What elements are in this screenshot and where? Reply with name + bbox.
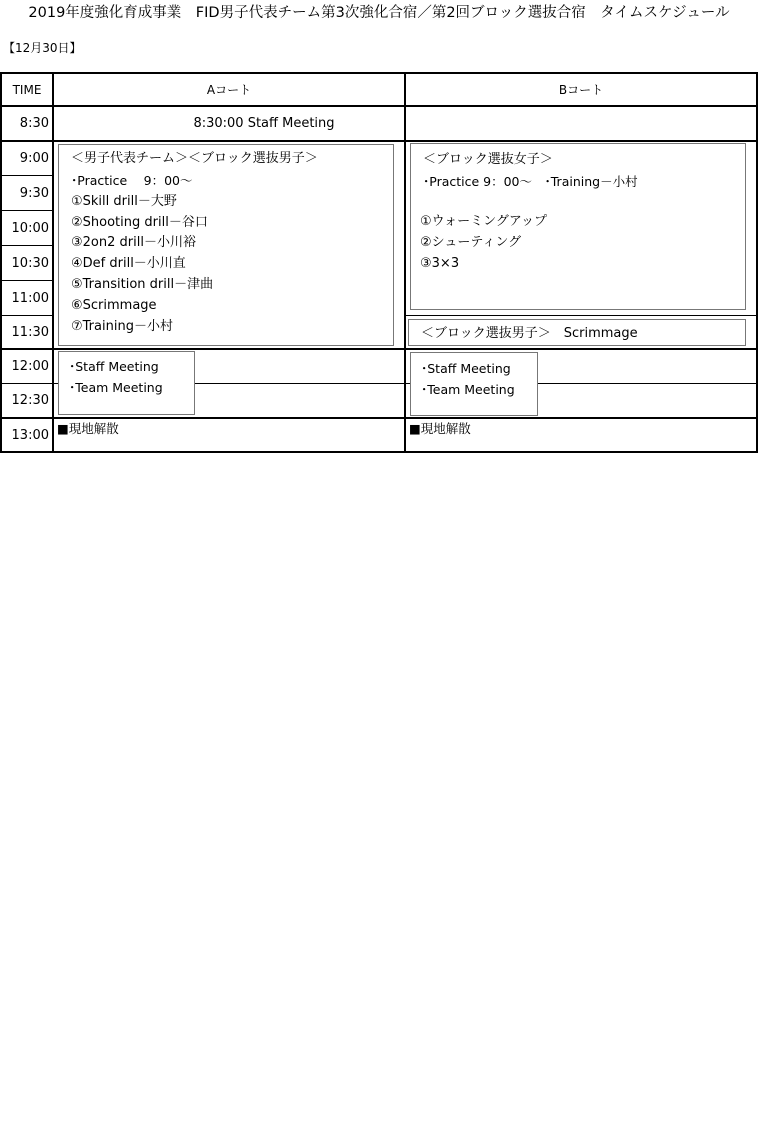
drill-item: ①ウォーミングアップ xyxy=(420,214,547,229)
row-divider xyxy=(0,348,758,350)
time-slot: 8:30 xyxy=(19,116,49,131)
court-a-dismissal: ■現地解散 xyxy=(57,421,119,436)
drill-item: ⑦Training－小村 xyxy=(71,319,173,334)
time-slot: 11:00 xyxy=(11,290,49,306)
drill-item: ⑤Transition drill－津曲 xyxy=(71,277,214,292)
court-b-practice-box xyxy=(410,143,746,310)
table-border-bottom xyxy=(0,451,758,453)
drill-item: ⑥Scrimmage xyxy=(71,298,157,313)
row-divider xyxy=(406,315,758,316)
court-b-header: Bコート xyxy=(558,83,604,97)
page-title: 2019年度強化育成事業 FID男子代表チーム第3次強化合宿／第2回ブロック選抜合宿 タイムスケジュール xyxy=(28,5,730,21)
court-a-meeting-box xyxy=(58,351,195,415)
time-slot: 9:00 xyxy=(19,151,49,166)
drill-item: ③3×3 xyxy=(420,256,460,271)
time-slot: 12:30 xyxy=(11,393,49,408)
court-a-header: Aコート xyxy=(206,83,252,97)
scrimmage-label: ＜ブロック選抜男子＞ Scrimmage xyxy=(421,326,638,341)
drill-item: ②Shooting drill－谷口 xyxy=(71,215,208,230)
time-slot: 9:30 xyxy=(19,185,49,201)
time-slot: 11:30 xyxy=(11,324,49,340)
practice-line: ･Practice 9：00～ xyxy=(71,173,193,188)
court-b-meeting-box xyxy=(410,352,538,416)
drill-item: ②シューティング xyxy=(420,235,522,250)
meeting-item: ･Team Meeting xyxy=(69,380,163,395)
schedule-date: 【12月30日】 xyxy=(3,41,82,55)
drill-item: ③2on2 drill－小川裕 xyxy=(71,235,196,250)
team-heading: ＜男子代表チーム＞＜ブロック選抜男子＞ xyxy=(71,151,318,166)
time-header: TIME xyxy=(12,82,42,97)
team-heading: ＜ブロック選抜女子＞ xyxy=(423,152,553,167)
row-divider xyxy=(0,140,758,142)
time-slot: 12:00 xyxy=(11,359,49,374)
meeting-item: ･Staff Meeting xyxy=(421,361,511,376)
court-b-dismissal: ■現地解散 xyxy=(409,421,471,436)
court-a-staff-meeting: 8:30:00 Staff Meeting xyxy=(193,116,335,131)
time-slot: 10:30 xyxy=(11,255,49,271)
time-slot: 10:00 xyxy=(11,220,49,236)
practice-line: ･Practice 9：00～ ･Training－小村 xyxy=(423,174,638,189)
court-b-scrimmage-box xyxy=(408,319,746,346)
time-slot: 13:00 xyxy=(11,427,49,443)
drill-item: ④Def drill－小川直 xyxy=(71,256,186,271)
meeting-item: ･Staff Meeting xyxy=(69,359,159,374)
drill-item: ①Skill drill－大野 xyxy=(71,194,177,209)
court-a-practice-box xyxy=(58,144,394,346)
meeting-item: ･Team Meeting xyxy=(421,382,515,397)
